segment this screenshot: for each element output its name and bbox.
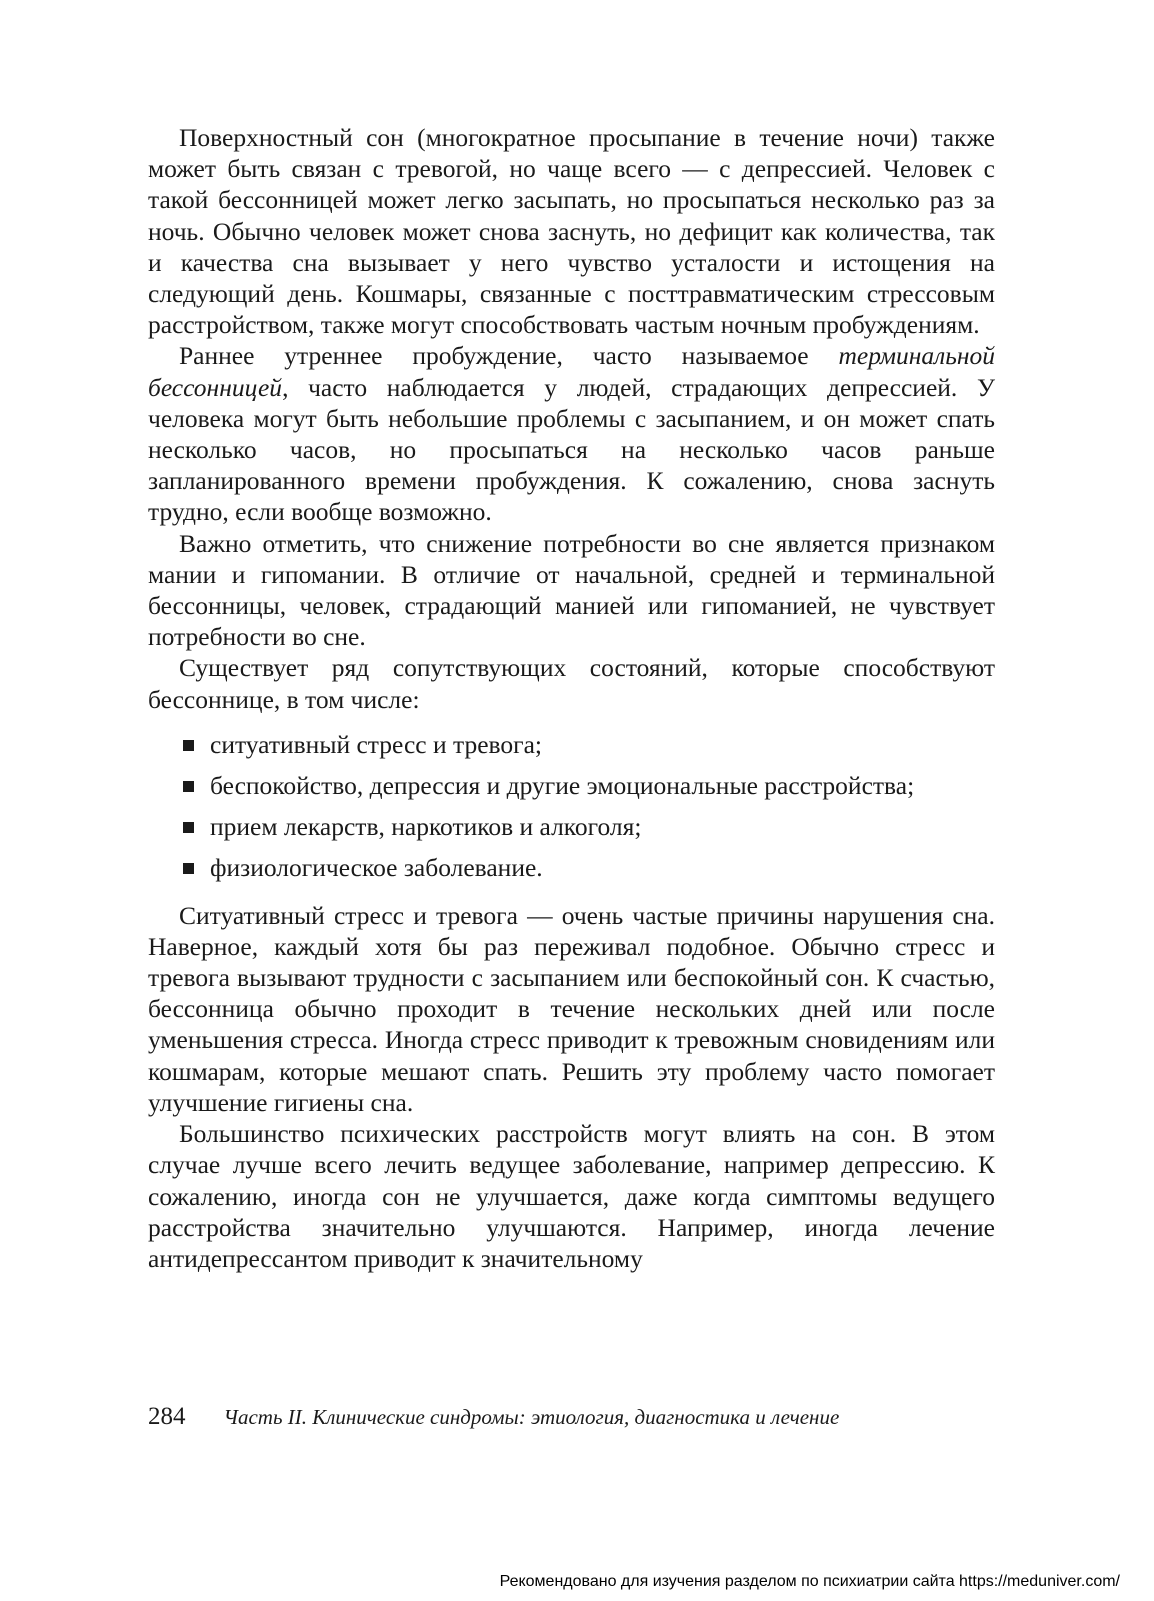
paragraph-text: Существует ряд сопутствующих состояний, которые способствуют бессоннице, в том числе: <box>148 653 995 714</box>
square-bullet-icon <box>183 863 194 874</box>
square-bullet-icon <box>183 740 194 751</box>
page-body <box>148 122 995 1274</box>
paragraph-text: Раннее утреннее пробуждение, часто называемое <box>179 341 839 371</box>
italic-term: терминальной бессонницей <box>148 341 995 402</box>
running-title: Часть II. Клинические синдромы: этиология, диагностика и лечение <box>223 1405 840 1429</box>
site-recommendation-note: Рекомендовано для изучения разделом по психиатрии сайта https://meduniver.com/ <box>499 1573 1120 1590</box>
page-number: 284 <box>148 1403 186 1430</box>
body-paragraph <box>148 340 995 527</box>
paragraph-text: Ситуативный стресс и тревога — очень частые причины нарушения сна. Наверное, каждый хотя бы раз переживал подобное. Обычно стресс и тревога вызывают трудности с засыпанием или беспокойный сон. К счастью, бессонница обычно проходит в течение нескольких дней или после уменьшения стресса. Иногда стресс приводит к тревожным сновидениям или кошмарам, которые мешают спать. Решить эту проблему часто помогает улучшение гигиены сна. <box>148 900 995 1117</box>
bullet-text: ситуативный стресс и тревога; <box>210 729 542 759</box>
body-paragraph <box>148 528 995 653</box>
paragraph-text: Важно отметить, что снижение потребности во сне является признаком мании и гипомании. В отличие от начальной, средней и терминальной бессонницы, человек, страдающий манией или гипоманией, не чувствует потребности во сне. <box>148 528 995 652</box>
paragraphs-after-list <box>148 900 995 1274</box>
square-bullet-icon <box>183 781 194 792</box>
body-paragraph <box>148 652 995 714</box>
paragraph-text: Большинство психических расстройств могут влиять на сон. В этом случае лучше всего лечить ведущее заболевание, например депрессию. К сожалению, иногда сон не улучшается, даже когда симптомы ведущего расстройства значительно улучшаются. Например, иногда лечение антидепрессантом приводит к значительному <box>148 1119 995 1273</box>
paragraphs-before-list <box>148 122 995 715</box>
body-paragraph <box>148 900 995 1118</box>
paragraph-text: Поверхностный сон (многократное просыпание в течение ночи) также может быть связан с тревогой, но чаще всего — с депрессией. Человек с такой бессонницей может легко засыпать, но просыпаться несколько раз за ночь. Обычно человек может снова заснуть, но дефицит как количества, так и качества сна вызывает у него чувство усталости и истощения на следующий день. Кошмары, связанные с посттравматическим стрессовым расстройством, также могут способствовать частым ночным пробуждениям. <box>148 123 995 340</box>
bullet-list <box>148 729 995 884</box>
body-paragraph <box>148 1118 995 1274</box>
bullet-text: беспокойство, депрессия и другие эмоциональные расстройства; <box>210 771 915 801</box>
square-bullet-icon <box>183 822 194 833</box>
bullet-item <box>148 852 995 883</box>
page-footer <box>148 1403 995 1431</box>
bullet-item <box>148 811 995 842</box>
paragraph-text: , часто наблюдается у людей, страдающих депрессией. У человека могут быть небольшие проблемы с засыпанием, и он может спать несколько часов, но просыпаться на несколько часов раньше запланированного времени пробуждения. К сожалению, снова заснуть трудно, если вообще возможно. <box>148 372 995 527</box>
bullet-item <box>148 729 995 760</box>
body-paragraph <box>148 122 995 340</box>
bullet-item <box>148 770 995 801</box>
bullet-text: физиологическое заболевание. <box>210 853 543 883</box>
bullet-text: прием лекарств, наркотиков и алкоголя; <box>210 812 642 842</box>
